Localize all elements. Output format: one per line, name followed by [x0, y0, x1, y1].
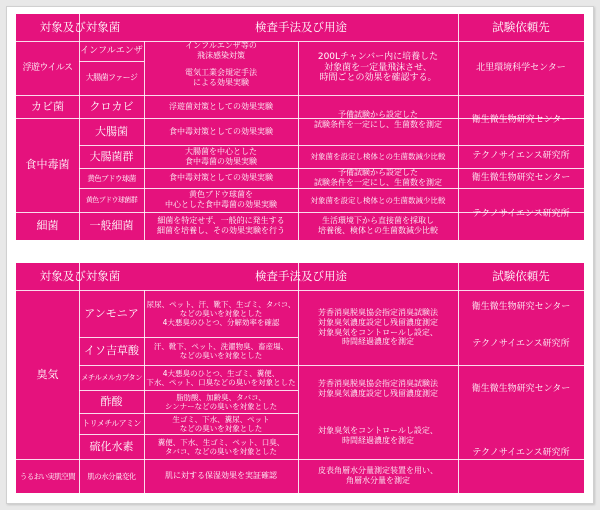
- desc-staph-group: 黄色ブドウ球菌を 中心とした食中毒菌の効果実験: [165, 190, 277, 209]
- item-coliform: 大腸菌群: [89, 149, 134, 163]
- header-subject: 対象及び対象菌: [39, 19, 121, 34]
- desc-skin-moisture: 肌に対する保湿効果を実証確認: [165, 471, 277, 481]
- lab-eisei-2: 衛生微生物研究センター: [471, 172, 571, 183]
- item-staph-group: 黄色ブドウ球菌群: [85, 195, 138, 204]
- lab-kitasato: 北里環境科学センター: [476, 62, 566, 73]
- desc-methyl-mercaptan: 4大悪臭のひとつ、生ゴミ、糞便、 下水、ペット、口臭などの臭いを対象とした: [146, 368, 296, 387]
- method-chamber: 200Lチャンバー内に培養した 対象菌を一定量飛沫させ、 時間ごとの効果を確認する。: [317, 51, 439, 84]
- header-lab: 試験依頼先: [492, 19, 550, 34]
- group-airborne-virus: 浮遊ウイルス: [22, 62, 73, 73]
- desc-influenza: インフルエンザ等の 飛沫感染対策: [185, 41, 257, 60]
- desc-staph: 食中毒対策としての効果実験: [169, 173, 273, 183]
- desc-acetic-acid: 脂肪酸、加齢臭、タバコ、 シンナーなどの臭いを対象とした: [164, 392, 278, 411]
- header-subject: 対象及び対象菌: [39, 268, 121, 283]
- group-food-poisoning: 食中毒菌: [25, 158, 70, 172]
- item-hydrogen-sulfide: 硫化水素: [89, 439, 134, 453]
- item-skin-moisture: 肌の水分量変化: [87, 471, 136, 481]
- item-methyl-mercaptan: メチルメルカプタン: [81, 373, 142, 382]
- group-odor: 臭気: [36, 367, 59, 381]
- desc-trimethylamine: 生ゴミ、下水、糞尿、ペット などの臭いを対象とした: [172, 414, 270, 433]
- header-lab: 試験依頼先: [492, 268, 550, 283]
- item-black-mold: クロカビ: [89, 99, 134, 113]
- group-bacteria: 細菌: [36, 219, 59, 233]
- desc-ecoli: 食中毒対策としての効果実験: [169, 126, 273, 136]
- group-mold: カビ菌: [31, 99, 64, 113]
- lab-techno-2: テクノサイエンス研究所: [472, 208, 570, 219]
- method-specimen-2: 対象菌を設定し検体との生菌数減少比較: [310, 195, 446, 205]
- method-deodor-1: 芳香消臭脱臭協会指定消臭試験法 対象臭気濃度設定し残留濃度測定 対象臭気をコントロールし設定、 時間経過濃度を測定: [318, 308, 438, 347]
- lab-techno-a: テクノサイエンス研究所: [472, 339, 570, 350]
- method-specimen-1: 対象菌を設定し検体との生菌数減少比較: [310, 152, 446, 161]
- method-preset-1: 予備試験から設定した 試験条件を一定にし、生菌数を測定: [314, 110, 442, 129]
- method-skin: 皮表角層水分量測定装置を用い、 角層水分量を測定: [318, 466, 438, 485]
- desc-general-bacteria: 細菌を特定せず、一般的に発生する 細菌を培養し、その効果実験を行う: [157, 216, 285, 235]
- lab-eisei-a: 衛生微生物研究センター: [471, 301, 571, 312]
- item-acetic-acid: 酢酸: [100, 394, 123, 408]
- item-ammonia: アンモニア: [84, 306, 139, 320]
- lab-techno-b: テクノサイエンス研究所: [472, 447, 570, 458]
- header-method: 検査手法及び用途: [255, 19, 347, 34]
- desc-ammonia: 尿尿、ペット、汗、靴下、生ゴミ、タバコ、 などの臭いを対象とした 4大悪臭のひとつ、分解効率を確認: [146, 300, 296, 327]
- header-method: 検査手法及び用途: [255, 268, 347, 283]
- lab-techno-1: テクノサイエンス研究所: [472, 151, 570, 162]
- desc-isovaleric-acid: 汗、靴下、ペット、洗濯物臭、畜産場、 などの臭いを対象とした: [153, 342, 289, 360]
- test-table-microbes: [16, 14, 584, 240]
- lab-eisei-1: 衛生微生物研究センター: [471, 114, 571, 125]
- method-environment: 生活環境下から直接菌を採取し 培養後、検体との生菌数減少比較: [318, 216, 438, 235]
- desc-coliform: 大腸菌を中心とした 食中毒菌の効果実験: [185, 146, 257, 166]
- method-deodor-2: 芳香消臭脱臭協会指定消臭試験法 対象臭気濃度設定し残留濃度測定: [318, 379, 438, 398]
- item-phage: 大腸菌ファージ: [85, 73, 138, 83]
- item-staph: 黄色ブドウ球菌: [87, 173, 136, 183]
- desc-hydrogen-sulfide: 糞便、下水、生ゴミ、ペット、口臭、 タバコ、などの臭いを対象とした: [157, 437, 285, 456]
- group-skin: うるおい実肌空間: [19, 471, 76, 481]
- desc-phage: 電気工業会規定手法 による効果実験: [185, 68, 257, 87]
- method-control: 対象臭気をコントロールし設定、 時間経過濃度を測定: [318, 426, 438, 445]
- test-table-odor: [16, 263, 584, 493]
- lab-eisei-b: 衛生微生物研究センター: [471, 383, 571, 394]
- item-trimethylamine: トリメチルアミン: [82, 418, 141, 428]
- item-isovaleric-acid: イソ吉草酸: [84, 344, 139, 358]
- desc-black-mold: 浮遊菌対策としての効果実験: [169, 101, 273, 111]
- item-general-bacteria: 一般細菌: [89, 219, 134, 233]
- method-preset-2: 予備試験から設定した 試験条件を一定にし、生菌数を測定: [314, 168, 442, 187]
- item-ecoli: 大腸菌: [95, 124, 128, 138]
- item-influenza: インフルエンザ: [80, 45, 143, 56]
